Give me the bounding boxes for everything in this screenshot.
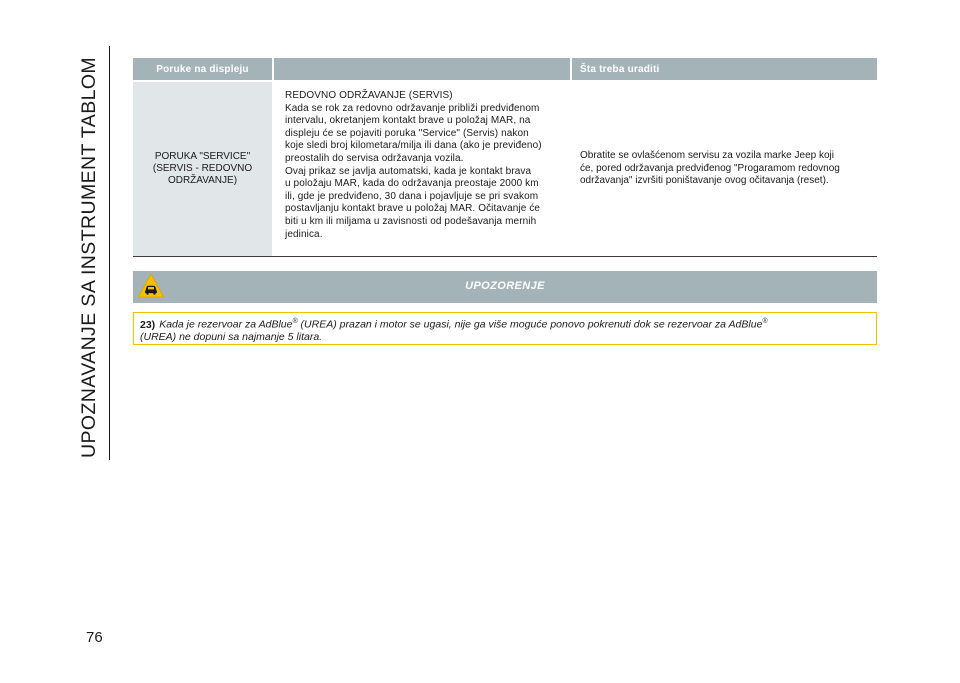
description-line: intervalu, okretanjem kontakt brave u položaj MAR, na xyxy=(285,115,531,127)
description-line: jedinica. xyxy=(285,228,323,240)
description-line: displeju će se pojaviti poruka "Service" (Servis) nakon xyxy=(285,127,529,139)
description-line: postavljanju kontakt brave u položaj MAR. Očitavanje će xyxy=(285,203,541,215)
description-line: Ovaj prikaz se javlja automatski, kada je kontakt brava xyxy=(285,165,532,177)
registered-mark: ® xyxy=(292,318,298,325)
action-line: održavanja" izvršiti poništavanje ovog očitavanja (reset). xyxy=(580,175,829,187)
warning-note xyxy=(133,312,877,345)
display-messages-table xyxy=(133,58,877,257)
warning-header xyxy=(133,271,877,303)
warning-line xyxy=(140,316,870,331)
description-line: ili, gde je predviđeno, 30 dana i pojavljuje se pri svakom xyxy=(285,190,539,202)
warning-text: (UREA) prazan i motor se ugasi, nije ga više moguće ponovo pokrenuti dok se rezervoar za AdBlue xyxy=(297,318,763,331)
page-number: 76 xyxy=(86,629,103,646)
warning-number: 23) xyxy=(140,318,156,331)
warning-line: (UREA) ne dopuni sa najmanje 5 litara. xyxy=(140,330,323,343)
description-line: preostalih do servisa održavanja vozila. xyxy=(285,152,464,164)
message-line: PORUKA "SERVICE" xyxy=(154,151,251,162)
description-line: u položaju MAR, kada do održavanja preostaje 2000 km xyxy=(285,178,539,190)
description-line: REDOVNO ODRŽAVANJE (SERVIS) xyxy=(285,90,453,101)
description-cell xyxy=(272,82,570,256)
message-line: ODRŽAVANJE) xyxy=(167,175,238,186)
description-line: koje sledi broj kilometara/milja ili dana (ako je previđeno) xyxy=(285,140,542,152)
action-cell xyxy=(570,82,877,256)
section-divider xyxy=(109,46,110,460)
description-line: biti u km ili miljama u zavisnosti od podešavanja mernih xyxy=(285,215,537,227)
table-header-row xyxy=(133,58,877,80)
description-line: Kada se rok za redovno održavanje približi predviđenom xyxy=(285,102,540,114)
table-row xyxy=(133,80,877,257)
message-line: (SERVIS - REDOVNO xyxy=(152,163,253,174)
message-cell xyxy=(133,82,272,256)
header-description xyxy=(274,58,570,80)
action-line: Obratite se ovlašćenom servisu za vozila marke Jeep koji xyxy=(580,150,834,162)
warning-title: UPOZORENJE xyxy=(465,280,545,292)
action-line: će, pored održavanja predviđenog "Progaramom redovnog xyxy=(580,162,840,174)
header-what-to-do: Šta treba uraditi xyxy=(580,63,660,75)
registered-mark: ® xyxy=(762,318,768,325)
page-section-title: UPOZNAVANJE SA INSTRUMENT TABLOM xyxy=(78,56,100,458)
header-display-messages: Poruke na displeju xyxy=(156,63,249,75)
warning-text: Kada je rezervoar za AdBlue xyxy=(159,318,293,331)
